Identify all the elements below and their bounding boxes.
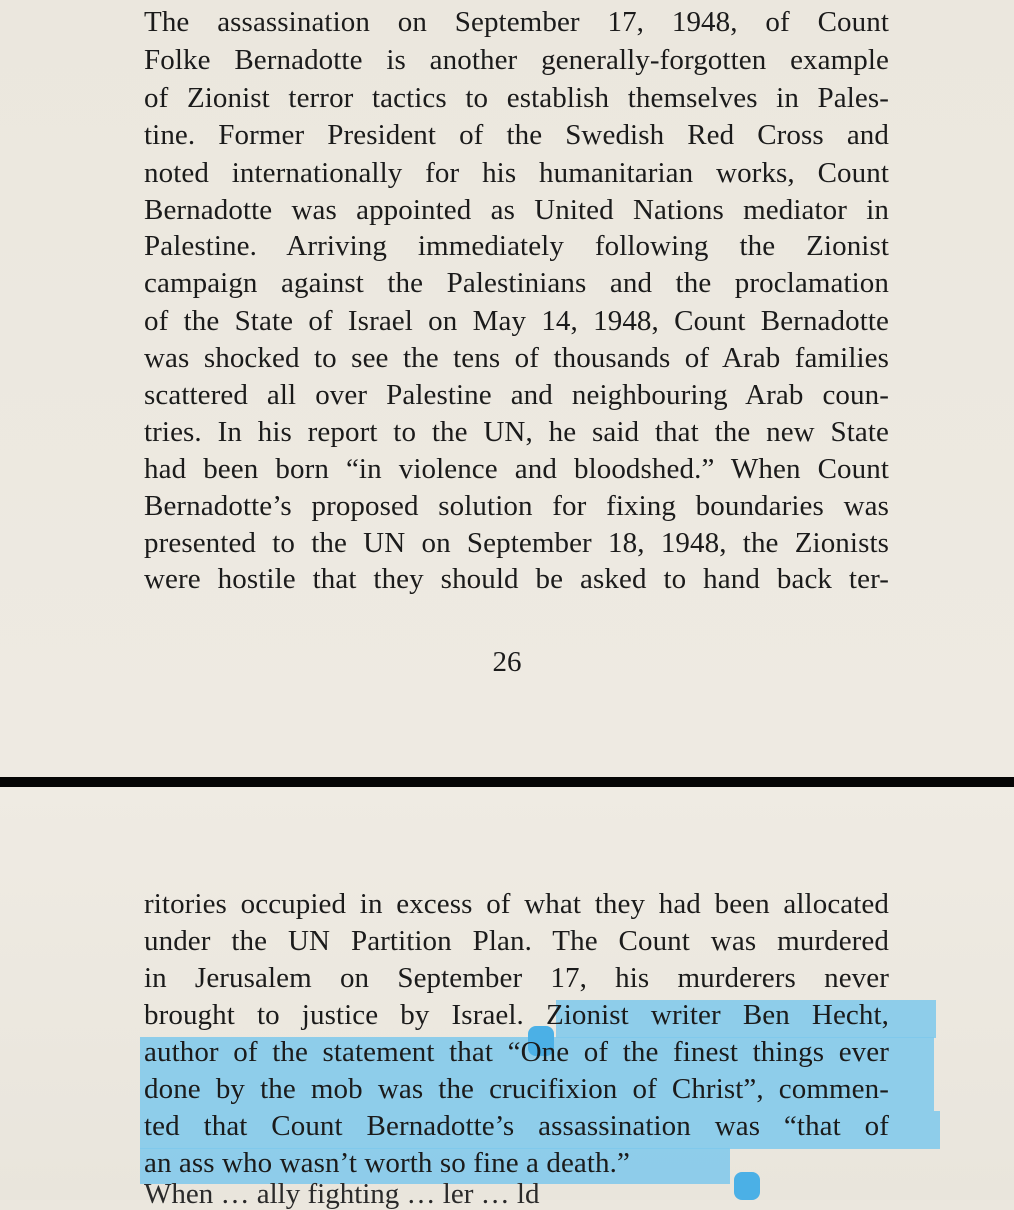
text-line: Bernadotte was appointed as United Nations mediator in	[144, 194, 889, 226]
text-line: ted that Count Bernadotte’s assassination was “that of	[144, 1110, 889, 1142]
text-line: an ass who wasn’t worth so fine a death.”	[144, 1147, 630, 1179]
text-line: scattered all over Palestine and neighbouring Arab coun-	[144, 379, 889, 411]
text-line: campaign against the Palestinians and the proclamation	[144, 267, 889, 299]
text-line: Bernadotte’s proposed solution for fixing boundaries was	[144, 490, 889, 522]
text-line: The assassination on September 17, 1948, of Count	[144, 6, 889, 38]
text-line: brought to justice by Israel. Zionist writer Ben Hecht,	[144, 999, 889, 1031]
text-line: were hostile that they should be asked to hand back ter-	[144, 563, 889, 595]
text-line: was shocked to see the tens of thousands of Arab families	[144, 342, 889, 374]
text-line: of the State of Israel on May 14, 1948, Count Bernadotte	[144, 305, 889, 337]
page-number: 26	[492, 646, 522, 678]
text-line: ritories occupied in excess of what they had been allocated	[144, 888, 889, 920]
text-line: noted internationally for his humanitarian works, Count	[144, 157, 889, 189]
page-divider	[0, 777, 1014, 787]
text-line: done by the mob was the crucifixion of Christ”, commen-	[144, 1073, 889, 1105]
text-line: Folke Bernadotte is another generally-forgotten example	[144, 44, 889, 76]
cut-off-line	[144, 1178, 889, 1210]
text-line: Palestine. Arriving immediately following the Zionist	[144, 230, 889, 262]
text-line: presented to the UN on September 18, 1948, the Zionists	[144, 527, 889, 559]
text-line: tries. In his report to the UN, he said that the new State	[144, 416, 889, 448]
cut-off-line-text: When … ally fighting … ler … ld	[144, 1178, 540, 1210]
text-line: tine. Former President of the Swedish Red Cross and	[144, 119, 889, 151]
text-line: in Jerusalem on September 17, his murderers never	[144, 962, 889, 994]
text-line: author of the statement that “One of the finest things ever	[144, 1036, 889, 1068]
text-line: had been born “in violence and bloodshed.” When Count	[144, 453, 889, 485]
text-line: of Zionist terror tactics to establish themselves in Pales-	[144, 82, 889, 114]
text-line: under the UN Partition Plan. The Count was murdered	[144, 925, 889, 957]
